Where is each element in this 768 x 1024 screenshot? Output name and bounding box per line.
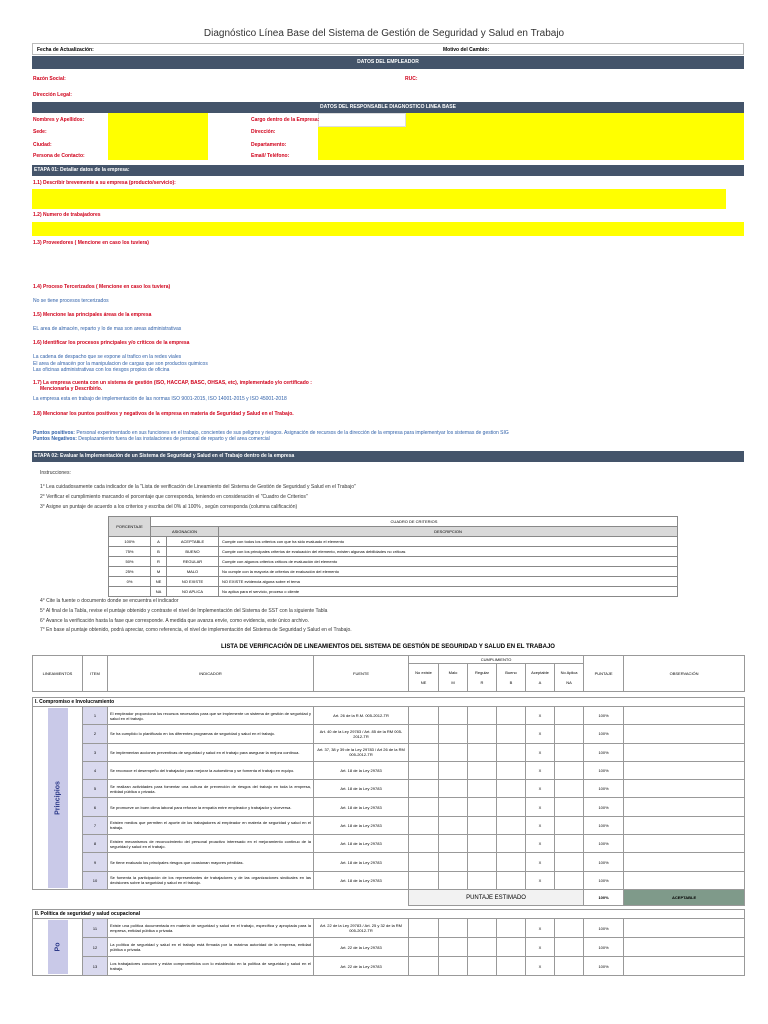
item-number: 10 [83, 871, 108, 889]
indicador-text: Se fomenta la participación de los representantes de trabajadores y de las organizaciones sindicales en las decisiones sobre la seguridad y salud en el trabajo. [108, 871, 314, 889]
item-number: 9 [83, 853, 108, 871]
a7-text: La empresa esta en trabajo de implementación de las normas ISO 9001-2015, ISO 14001-2015 y ISO 45001-2018 [33, 396, 287, 402]
aceptable-cell[interactable]: X [526, 853, 555, 871]
fuente-text: Art. 26 de la R.M. 005-2012-TR [314, 707, 409, 725]
a6-line3: Las oficinas administrativas con los riesgos propios de oficina [33, 367, 170, 373]
observacion-cell[interactable] [624, 853, 745, 871]
fuente-text: Art. 18 de la Ley 29783 [314, 853, 409, 871]
criterio-row [109, 577, 678, 587]
header-row [32, 43, 744, 55]
indicador-text: Se ha cumplido lo planificado en los diferentes programas de seguridad y salud en el trabajo. [108, 725, 314, 743]
cumplimiento-cell[interactable] [497, 780, 526, 798]
direccion-label: Dirección: [251, 129, 276, 135]
criterio-row [109, 547, 678, 557]
puntaje-cell[interactable]: 100% [584, 816, 624, 834]
lista-title: LISTA DE VERIFICACIÓN DE LINEAMIENTOS DEL SISTEMA DE GESTIÓN DE SEGURIDAD Y SALUD EN EL TRABAJO [221, 644, 555, 650]
col-puntaje: PUNTAJE [584, 656, 624, 692]
level-b [497, 664, 526, 692]
cumplimiento-cell[interactable] [555, 957, 584, 976]
item-number: 4 [83, 761, 108, 779]
cumplimiento-cell[interactable] [555, 835, 584, 853]
aceptable-cell[interactable]: X [526, 707, 555, 725]
cumplimiento-cell[interactable] [468, 957, 497, 976]
cumplimiento-cell[interactable] [439, 780, 468, 798]
criterio-pct [109, 587, 151, 597]
instr-5: 5° Al final de la Tabla, revise el puntaje obtenido y contraste el nivel de Implementación del Sistema de SST con la siguiente Tabla [40, 608, 328, 614]
cumplimiento-cell[interactable] [468, 871, 497, 889]
criterio-desc: No aplica para el servicio, proceso o cliente [219, 587, 678, 597]
cumplimiento-cell[interactable] [409, 835, 439, 853]
table-row [33, 707, 745, 725]
level-code: NE [420, 680, 427, 685]
col-fuente: FUENTE [314, 656, 409, 692]
pos-text: Personal experimentado en sus funciones en el trabajo, concientes de sus peligros y riesgos. Asignación de recursos de la dirección de la empresa para implementyar los sistemas de gestion SIG [74, 430, 509, 436]
col-descripcion: DESCRIPCION [219, 527, 678, 537]
instr-7: 7° En base al puntaje obtenido, podrá apreciar, como referencia, el nivel de implementación del Sistema de Seguridad y Salud en el Trabajo. [40, 627, 352, 633]
cumplimiento-cell[interactable] [497, 938, 526, 957]
cumplimiento-cell[interactable] [497, 871, 526, 889]
level-a [526, 664, 555, 692]
sede-label: Sede: [33, 129, 47, 135]
cumplimiento-cell[interactable] [409, 919, 439, 938]
section1-title: I. Compromiso e Involucramiento [33, 698, 745, 707]
motivo-label: Motivo del Cambio: [443, 47, 490, 53]
observacion-cell[interactable] [624, 816, 745, 834]
puntaje-cell[interactable]: 100% [584, 761, 624, 779]
indicador-text: Existe una política documentada en materia de seguridad y salud en el trabajo, específica y apropiada para la empresa, entidad pública o privada. [108, 919, 314, 938]
puntaje-spacer [33, 890, 409, 906]
cumplimiento-cell[interactable] [439, 853, 468, 871]
criterio-code: A [151, 537, 167, 547]
criterio-code: R [151, 557, 167, 567]
aceptable-cell[interactable]: X [526, 725, 555, 743]
q6-label: 1.6) Identificar los procesos principales y/o críticos de la empresa [33, 340, 190, 346]
cumplimiento-cell[interactable] [468, 761, 497, 779]
cumplimiento-cell[interactable] [555, 743, 584, 761]
table-row [33, 853, 745, 871]
q1-label: 1.1) Describir brevemente a su empresa (producto/servicio): [33, 180, 176, 186]
contacto-label: Persona de Contacto: [33, 153, 85, 159]
fuente-text: Art. 18 de la Ley 29783 [314, 761, 409, 779]
level-r [468, 664, 497, 692]
instr-6: 6° Avance la verificación hasta la fase que corresponde. A medida que avanza envíe, como evidencia, este único archivo. [40, 618, 310, 624]
aceptable-cell[interactable]: X [526, 816, 555, 834]
cumplimiento-cell[interactable] [555, 725, 584, 743]
cumplimiento-cell[interactable] [468, 798, 497, 816]
departamento-label: Departamento: [251, 142, 287, 148]
level-name: Aceptable [531, 670, 549, 675]
cumplimiento-cell[interactable] [409, 761, 439, 779]
cumplimiento-cell[interactable] [468, 743, 497, 761]
item-number: 1 [83, 707, 108, 725]
indicador-text: Se implementan acciones preventivas de seguridad y salud en el trabajo para asegurar la mejora continua. [108, 743, 314, 761]
table-row [33, 743, 745, 761]
table-row [33, 780, 745, 798]
cumplimiento-cell[interactable] [409, 938, 439, 957]
col-observacion: OBSERVACIÓN [624, 656, 745, 692]
cumplimiento-cell[interactable] [409, 725, 439, 743]
criterio-row [109, 567, 678, 577]
col-porcentaje: PORCENTAJE [109, 517, 151, 537]
puntaje-cell[interactable]: 100% [584, 780, 624, 798]
fuente-text: Art. 22 de la Ley 29783 [314, 957, 409, 976]
lineamiento-side-label: Po [54, 942, 61, 952]
criterio-code: B [151, 547, 167, 557]
cumplimiento-cell[interactable] [439, 798, 468, 816]
cumplimiento-cell[interactable] [409, 707, 439, 725]
cumplimiento-cell[interactable] [468, 725, 497, 743]
cumplimiento-cell[interactable] [497, 919, 526, 938]
motivo-field[interactable] [503, 44, 743, 55]
etapa2-band: ETAPA 02: Evaluar la Implementación de un Sistema de Seguridad y Salud en el Trabajo dentro de la empresa [32, 451, 744, 462]
aceptable-cell[interactable]: X [526, 798, 555, 816]
q2-answer[interactable] [32, 222, 744, 236]
cargo-label: Cargo dentro de la Empresa: [251, 117, 320, 123]
razon-social-label: Razón Social: [33, 76, 66, 82]
criterios-table [108, 516, 678, 597]
level-name: Bueno [505, 670, 517, 675]
criterio-pct: 100% [109, 537, 151, 547]
cumplimiento-cell[interactable] [439, 761, 468, 779]
table-row [33, 835, 745, 853]
email-label: Email/ Teléfono: [251, 153, 290, 159]
col-asignacion: ASIGNACION [151, 527, 219, 537]
puntos-negativos [33, 436, 743, 442]
level-name: No Aplica [560, 670, 578, 675]
item-number: 13 [83, 957, 108, 976]
criterio-row [109, 587, 678, 597]
puntaje-value: 100% [584, 890, 624, 906]
aceptable-cell[interactable]: X [526, 761, 555, 779]
item-number: 12 [83, 938, 108, 957]
indicador-text: Se tiene evaluado los principales riesgos que ocasionan mayores pérdidas. [108, 853, 314, 871]
puntaje-cell[interactable]: 100% [584, 938, 624, 957]
indicador-text: Se promueve un buen clima laboral para reforzar la empatía entre empleador y trabajador y viceversa. [108, 798, 314, 816]
puntaje-cell[interactable]: 100% [584, 743, 624, 761]
cumplimiento-cell[interactable] [497, 725, 526, 743]
level-m [439, 664, 468, 692]
puntaje-row [33, 890, 745, 906]
puntaje-cell[interactable]: 100% [584, 835, 624, 853]
level-code: R [480, 680, 484, 685]
item-number: 3 [83, 743, 108, 761]
cumplimiento-cell[interactable] [468, 816, 497, 834]
observacion-cell[interactable] [624, 938, 745, 957]
neg-text: Desplazamiento fuera de las instalaciones de personal de reparto y del area comercial [76, 436, 270, 442]
criterios-title: CUADRO DE CRITERIOS [151, 517, 678, 527]
aceptable-cell[interactable]: X [526, 871, 555, 889]
item-number: 6 [83, 798, 108, 816]
q7b-label: Mencionarla y Describirlo. [40, 386, 103, 392]
criterio-row [109, 557, 678, 567]
puntaje-cell[interactable]: 100% [584, 707, 624, 725]
cumplimiento-cell[interactable] [409, 816, 439, 834]
observacion-cell[interactable] [624, 871, 745, 889]
fuente-text: Art. 18 de la Ley 29783 [314, 798, 409, 816]
pos-label: Puntos positivos: [33, 430, 75, 436]
cumplimiento-cell[interactable] [409, 853, 439, 871]
observacion-cell[interactable] [624, 761, 745, 779]
cumplimiento-cell[interactable] [468, 835, 497, 853]
q8-label: 1.8) Mencionar los puntos positivos y negativos de la empresa en materia de Seguridad y Salud en el Trabajo. [33, 411, 294, 417]
criterio-pct: 75% [109, 547, 151, 557]
table-row [33, 938, 745, 957]
lineamiento-side [33, 707, 83, 890]
table-row [33, 798, 745, 816]
table-row [33, 957, 745, 976]
criterio-name: REGULAR [167, 557, 219, 567]
cumplimiento-cell[interactable] [439, 816, 468, 834]
criterio-code: NE [151, 577, 167, 587]
level-code: A [538, 680, 542, 685]
fuente-text: Art. 18 de la Ley 29783 [314, 780, 409, 798]
item-number: 5 [83, 780, 108, 798]
item-number: 7 [83, 816, 108, 834]
level-name: Regular [474, 670, 489, 675]
cumplimiento-cell[interactable] [497, 853, 526, 871]
item-number: 2 [83, 725, 108, 743]
fuente-text: Art. 18 de la Ley 29783 [314, 835, 409, 853]
lista-table [32, 655, 745, 976]
cumplimiento-cell[interactable] [468, 938, 497, 957]
aceptable-cell[interactable]: X [526, 919, 555, 938]
cumplimiento-cell[interactable] [409, 957, 439, 976]
cumplimiento-cell[interactable] [555, 707, 584, 725]
cumplimiento-cell[interactable] [555, 853, 584, 871]
criterio-row [109, 537, 678, 547]
fecha-field[interactable] [133, 44, 463, 55]
aceptable-cell[interactable]: X [526, 780, 555, 798]
level-code: NA [566, 680, 572, 685]
section1-row [33, 698, 745, 707]
criterio-desc: No cumple con la mayoría de criterios de evaluación del elemento [219, 567, 678, 577]
cumplimiento-cell[interactable] [439, 835, 468, 853]
puntaje-cell[interactable]: 100% [584, 957, 624, 976]
instr-title: Instrucciones: [40, 470, 71, 476]
aceptable-cell[interactable]: X [526, 938, 555, 957]
observacion-cell[interactable] [624, 798, 745, 816]
cumplimiento-cell[interactable] [497, 798, 526, 816]
page-title: Diagnóstico Línea Base del Sistema de Gestión de Seguridad y Salud en Trabajo [203, 28, 565, 39]
fuente-text: Art. 22 de la Ley 29783 / Art. 25 y 32 de la RM 005-2012-TR [314, 919, 409, 938]
indicador-text: El empleador proporciona los recursos necesarios para que se implemente un sistema de gestión de seguridad y salud en el trabajo. [108, 707, 314, 725]
observacion-cell[interactable] [624, 919, 745, 938]
indicador-text: Se reconoce el desempeño del trabajador para mejorar la autoestima y se fomenta el trabajo en equipo. [108, 761, 314, 779]
aceptable-cell[interactable]: X [526, 957, 555, 976]
indicador-text: Los trabajadores conocen y están comprometidos con lo establecido en la política de seguridad y salud en el trabajo. [108, 957, 314, 976]
criterio-name: NO EXISTE [167, 577, 219, 587]
table-row [33, 919, 745, 938]
cumplimiento-cell[interactable] [468, 707, 497, 725]
section2-row [33, 910, 745, 919]
cumplimiento-cell[interactable] [409, 780, 439, 798]
cumplimiento-cell[interactable] [497, 816, 526, 834]
cumplimiento-cell[interactable] [468, 919, 497, 938]
yellow-block-left[interactable] [108, 113, 208, 160]
lineamiento-side-label: Principios [54, 781, 61, 815]
empleador-band: DATOS DEL EMPLEADOR [32, 56, 744, 69]
criterio-pct: 0% [109, 577, 151, 587]
section2-title: II. Política de seguridad y salud ocupacional [33, 910, 745, 919]
q5-label: 1.5) Mencione las principales áreas de la empresa [33, 312, 152, 318]
table-row [33, 871, 745, 889]
criterio-name: BUENO [167, 547, 219, 557]
cumplimiento-cell[interactable] [497, 707, 526, 725]
level-code: B [509, 680, 513, 685]
indicador-text: Existen medios que permiten el aporte de los trabajadores al empleador en materia de seguridad y salud en el trabajo. [108, 816, 314, 834]
cumplimiento-header: CUMPLIMIENTO [409, 656, 584, 664]
instr-1: 1° Lea cuidadosamente cada indicador de la "Lista de verificación de Lineamiento del Sistema de Gestión de Seguridad y Salud en el Trabajo" [40, 484, 356, 490]
cumplimiento-cell[interactable] [555, 761, 584, 779]
puntaje-cell[interactable]: 100% [584, 871, 624, 889]
observacion-cell[interactable] [624, 835, 745, 853]
criterio-pct: 25% [109, 567, 151, 577]
level-name: No existe [415, 670, 432, 675]
puntaje-cell[interactable]: 100% [584, 919, 624, 938]
cumplimiento-cell[interactable] [468, 780, 497, 798]
cumplimiento-cell[interactable] [555, 871, 584, 889]
criterio-code: NA [151, 587, 167, 597]
cumplimiento-cell[interactable] [439, 919, 468, 938]
cumplimiento-cell[interactable] [497, 835, 526, 853]
table-row [33, 761, 745, 779]
col-item: ITEM [83, 656, 108, 692]
puntaje-cell[interactable]: 100% [584, 725, 624, 743]
criterio-name: MALO [167, 567, 219, 577]
nombres-label: Nombres y Apellidos: [33, 117, 85, 123]
level-name: Malo [448, 670, 458, 675]
etapa1-band: ETAPA 01: Detallar datos de la empresa: [32, 165, 744, 176]
fuente-text: Art. 18 de la Ley 29783 [314, 871, 409, 889]
table-row [33, 816, 745, 834]
cumplimiento-cell[interactable] [409, 871, 439, 889]
instr-3: 3° Asigne un puntaje de acuerdo a los criterios y escriba del 0% al 100% , según corresponda (columna calificación) [40, 504, 298, 510]
puntaje-label: PUNTAJE ESTIMADO [409, 890, 584, 906]
cumplimiento-cell[interactable] [555, 816, 584, 834]
instr-4: 4° Cite la fuente o documento donde se encuentra el indicador [40, 598, 179, 604]
observacion-cell[interactable] [624, 780, 745, 798]
criterio-desc: NO EXISTE evidencia alguna sobre el tema [219, 577, 678, 587]
q7a-label: 1.7) La empresa cuenta con un sistema de gestión (ISO, HACCAP, BASC, OHSAS, etc), implementado y/o certificado : [33, 380, 312, 386]
cumplimiento-cell[interactable] [409, 743, 439, 761]
ruc-label: RUC: [405, 76, 418, 82]
item-number: 11 [83, 919, 108, 938]
q4-label: 1.4) Proceso Tercerizados ( Mencione en caso los tuviera) [33, 284, 171, 290]
a5-text: EL area de almacén, reparto y lo de mas son areas administrativas [33, 326, 182, 332]
cumplimiento-cell[interactable] [555, 780, 584, 798]
criterio-pct: 50% [109, 557, 151, 567]
aceptable-cell[interactable]: X [526, 835, 555, 853]
col-lineamientos: LINEAMIENTOS [33, 656, 83, 692]
observacion-cell[interactable] [624, 743, 745, 761]
indicador-text: La política de seguridad y salud en el trabajo está firmada por la máxima autoridad de la empresa, entidad pública o privada. [108, 938, 314, 957]
indicador-text: Se realizan actividades para fomentar una cultura de prevención de riesgos del trabajo en toda la empresa, entidad pública o privada. [108, 780, 314, 798]
instr-2: 2° Verificar el cumplimiento marcando el porcentaje que corresponda, teniendo en consideración el "Cuadro de Criterios" [40, 494, 308, 500]
fuente-text: Art. 18 de la Ley 29783 [314, 816, 409, 834]
cumplimiento-cell[interactable] [497, 761, 526, 779]
q1-answer[interactable] [32, 189, 726, 209]
cumplimiento-cell[interactable] [497, 957, 526, 976]
fecha-label: Fecha de Actualización: [37, 47, 94, 53]
ciudad-label: Ciudad: [33, 142, 52, 148]
lista-header-row [33, 656, 745, 664]
responsable-band: DATOS DEL RESPONSABLE DIAGNOSTICO LINEA BASE [32, 102, 744, 113]
cumplimiento-cell[interactable] [555, 938, 584, 957]
cumplimiento-cell[interactable] [439, 707, 468, 725]
cumplimiento-cell[interactable] [439, 871, 468, 889]
criterio-desc: Cumple con los principales criterios de evaluación del elemento, existen algunas debilidades no críticas [219, 547, 678, 557]
puntaje-level: ACEPTABLE [624, 890, 745, 906]
criterio-name: NO APLICA [167, 587, 219, 597]
q2-label: 1.2) Numero de trabajadores [33, 212, 101, 218]
cumplimiento-cell[interactable] [439, 725, 468, 743]
criterio-code: M [151, 567, 167, 577]
a6-line1: La cadena de despacho que se expone al trafico en la redes viales [33, 354, 182, 360]
cumplimiento-cell[interactable] [409, 798, 439, 816]
item-number: 8 [83, 835, 108, 853]
fuente-text: Art. 37, 38 y 39 de la Ley 29783 / Art 26 de la RM 005-2012-TR [314, 743, 409, 761]
cumplimiento-cell[interactable] [497, 743, 526, 761]
neg-label: Puntos Negativos: [33, 436, 77, 442]
fuente-text: Art. 22 de la Ley 29783 [314, 938, 409, 957]
cumplimiento-cell[interactable] [555, 919, 584, 938]
observacion-cell[interactable] [624, 707, 745, 725]
cumplimiento-cell[interactable] [439, 957, 468, 976]
lineamiento-side [33, 919, 83, 976]
a6-line2: El area de almacén por la manipulacion de cargas que son productos quimicos [33, 361, 208, 367]
q3-label: 1.3) Proveedores ( Mencione en caso los tuviera) [33, 240, 149, 246]
observacion-cell[interactable] [624, 957, 745, 976]
fuente-text: Art. 40 de la Ley 29783 / Art. 85 de la RM 005-2012-TR [314, 725, 409, 743]
direccion-legal-label: Dirección Legal: [33, 92, 72, 98]
cumplimiento-cell[interactable] [555, 798, 584, 816]
puntaje-cell[interactable]: 100% [584, 798, 624, 816]
observacion-cell[interactable] [624, 725, 745, 743]
indicador-text: Existen mecanismos de reconocimiento del personal proactivo interesado en el mejoramiento continuo de la seguridad y salud en el trabajo. [108, 835, 314, 853]
a4-text: No se tiene procesos tercerizados [33, 298, 109, 304]
aceptable-cell[interactable]: X [526, 743, 555, 761]
criterio-desc: Cumple con algunos criterios críticos de evaluación del elemento [219, 557, 678, 567]
cumplimiento-cell[interactable] [439, 743, 468, 761]
level-ne [409, 664, 439, 692]
col-indicador: INDICADOR [108, 656, 314, 692]
criterio-name: ACEPTABLE [167, 537, 219, 547]
cumplimiento-cell[interactable] [439, 938, 468, 957]
table-row [33, 725, 745, 743]
cargo-field[interactable] [318, 113, 406, 127]
level-na [555, 664, 584, 692]
criterio-desc: Cumple con todos los criterios con que ha sido evaluado el elemento [219, 537, 678, 547]
cumplimiento-cell[interactable] [468, 853, 497, 871]
puntaje-cell[interactable]: 100% [584, 853, 624, 871]
level-code: M [451, 680, 455, 685]
